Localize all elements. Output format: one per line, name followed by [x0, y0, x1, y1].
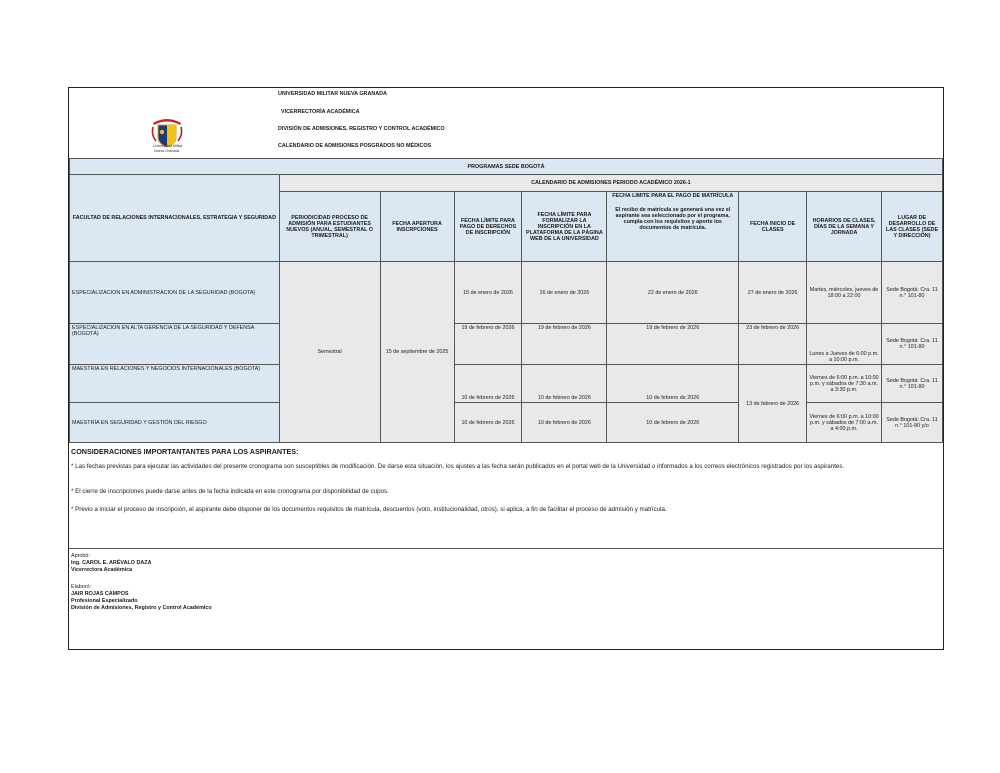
col-opening: FECHA APERTURA INSCRPCIONES: [380, 192, 454, 262]
platform-date: 10 de febrero de 2026: [522, 365, 607, 403]
payment-date: 19 de febrero de 2026: [454, 324, 522, 365]
prepared-signature-block: [71, 584, 212, 612]
col-platform-limit: FECHA LÍMITE PARA FORMALIZAR LA INSCRIPCIÓN EN LA PLATAFORMA DE LA PÁGINA WEB DE LA UNIVERSIDAD: [522, 192, 607, 262]
program-name: MAESTRÍA EN SEGURIDAD Y GESTIÓN DEL RIESGO: [70, 403, 280, 443]
logo-caption-1: Universidad Militar: [153, 144, 183, 148]
program-name: ESPECIALIZACION EN ADMINISTRACION DE LA SEGURIDAD (BOGOTA): [70, 262, 280, 324]
prepared-name: JAIR ROJAS CAMPOS: [71, 591, 129, 597]
payment-date: 10 de febrero de 2026: [454, 365, 522, 403]
university-name: UNIVERSIDAD MILITAR NUEVA GRANADA: [278, 91, 387, 97]
consideration-item: * Las fechas previstas para ejecutar las actividades del presente cronograma son susceptibles de modificación. De darse esta situación, los ajustes a las fecha serán publicados en el portal web de la Universidad o informados a los correos electrónicos registrados por los aspirantes.: [71, 463, 845, 470]
opening-value: 15 de septiembre de 2025: [380, 262, 454, 443]
class-start-date: 13 de febrero de 2026: [739, 365, 807, 443]
prepared-division: División de Admisiones, Registro y Control Académico: [71, 605, 212, 611]
col-tuition-limit: [607, 192, 739, 262]
considerations-title: CONSIDERACIONES IMPORTANTANTES PARA LOS ASPIRANTES:: [71, 447, 299, 456]
col-tuition-limit-title: FECHA LIMITE PARA EL PAGO DE MATRÍCULA: [612, 193, 734, 199]
vicerrectoria-name: VICERRECTORÍA ACADÉMICA: [281, 109, 360, 115]
place-text: Sede Bogotá: Cra. 11 n.° 101-80 y/o: [881, 403, 942, 443]
schedule-text: Martes, miércoles, jueves de 18:00 a 22:00: [807, 262, 882, 324]
col-place: LUGAR DE DESARROLLO DE LAS CLASES (SEDE Y DIRECCIÓN): [881, 192, 942, 262]
platform-date: 10 de febrero de 2026: [522, 403, 607, 443]
consideration-item: * Previo a iniciar el proceso de inscripción, el aspirante debe disponer de los documentos requisitos de matrícula, descuentos (voto, institucionalidad, otros), si aplica, a fin de facilitar el proceso de admisión y matrícula.: [71, 506, 667, 513]
section-title: PROGRAMAS SEDE BOGOTÁ: [70, 159, 943, 175]
tuition-date: 19 de febrero de 2026: [607, 324, 739, 365]
table-row: [70, 262, 943, 324]
schedule-text: Viernes de 6:00 p.m. a 10:00 p.m. y sábados de 7:30 a.m. a 3:30 p.m.: [807, 365, 882, 403]
logo-caption-2: Nueva Granada: [154, 149, 180, 153]
platform-date: 16 de enero de 2026: [522, 262, 607, 324]
place-text: Sede Bogotá: Cra. 11 n.° 101-80: [881, 324, 942, 365]
tuition-date: 10 de febrero de 2026: [607, 403, 739, 443]
prepared-role: Profesional Especializado: [71, 598, 138, 604]
place-text: Sede Bogotá: Cra. 11 n.° 101-80: [881, 262, 942, 324]
schedule-text: Viernes de 6:00 p.m. a 10:00 p.m. y sábados de 7:00 a.m. a 4:00 p.m.: [807, 403, 882, 443]
table-row: [70, 403, 943, 443]
approved-name: Ing. CAROL E. ARÉVALO DAZA: [71, 560, 152, 566]
document-header: [69, 88, 943, 158]
col-schedule: HORARIOS DE CLASES, DÍAS DE LA SEMANA Y JORNADA: [807, 192, 882, 262]
program-name: ESPECIALIZACION EN ALTA GERENCIA DE LA SEGURIDAD Y DEFENSA (BOGOTÁ): [70, 324, 280, 365]
schedule-text: Lunes a Jueves de 6:00 p.m. a 10:00 p.m.: [807, 324, 882, 365]
col-periodicity: PERIODICIDAD PROCESO DE ADMISIÓN PARA ESTUDIANTES NUEVOS (ANUAL, SEMESTRAL O TRIMESTRAL): [279, 192, 380, 262]
platform-date: 19 de febrero de 2026: [522, 324, 607, 365]
col-tuition-note: El recibo de matrícula se generará una vez el aspirante sea seleccionado por el programa, cumpla con los requisitos y aporte los documentos de matrícula.: [615, 207, 731, 231]
calendar-sheet: [68, 87, 944, 650]
admissions-calendar-table: [69, 158, 943, 443]
tuition-date: 22 de enero de 2026: [607, 262, 739, 324]
consideration-item: * El cierre de inscripciones puede darse antes de la fecha indicada en este cronograma por disponibilidad de cupos.: [71, 488, 389, 495]
period-title: CALENDARIO DE ADMISIONES PERIODO ACADÉMICO 2026-1: [279, 175, 942, 192]
table-row: [70, 365, 943, 403]
payment-date: 15 de enero de 2026: [454, 262, 522, 324]
class-start-date: 27 de enero de 2026: [739, 262, 807, 324]
approved-role: Vicerrectora Académica: [71, 567, 133, 573]
approved-signature-block: [71, 553, 151, 574]
calendar-title: CALENDARIO DE ADMISIONES POSGRADOS NO MÉDICOS: [278, 143, 432, 149]
tuition-date: 10 de febrero de 2026: [607, 365, 739, 403]
col-payment-limit: FECHA LÍMITE PARA PAGO DE DERECHOS DE INSCRIPCIÓN: [454, 192, 522, 262]
faculty-name: FACULTAD DE RELACIONES INTERNACIONALES, ESTRATEGIA Y SEGURIDAD: [70, 175, 280, 262]
periodicity-value: Semestral: [279, 262, 380, 443]
class-start-date: 23 de febrero de 2026: [739, 324, 807, 365]
col-class-start: FECHA INICIO DE CLASES: [739, 192, 807, 262]
considerations-section: [69, 444, 943, 549]
prepared-label: Elaboró:: [71, 584, 92, 590]
table-row: [70, 324, 943, 365]
payment-date: 10 de febrero de 2026: [454, 403, 522, 443]
place-text: Sede Bogotá: Cra. 11 n.° 101-80: [881, 365, 942, 403]
approved-label: Aprobó:: [71, 553, 90, 559]
program-name: MAESTRIA EN RELACIONES Y NEGOCIOS INTERNACIONALES (BOGOTA): [70, 365, 280, 403]
division-name: DIVISIÓN DE ADMISIONES, REGISTRO Y CONTROL ACADÉMICO: [278, 126, 445, 132]
